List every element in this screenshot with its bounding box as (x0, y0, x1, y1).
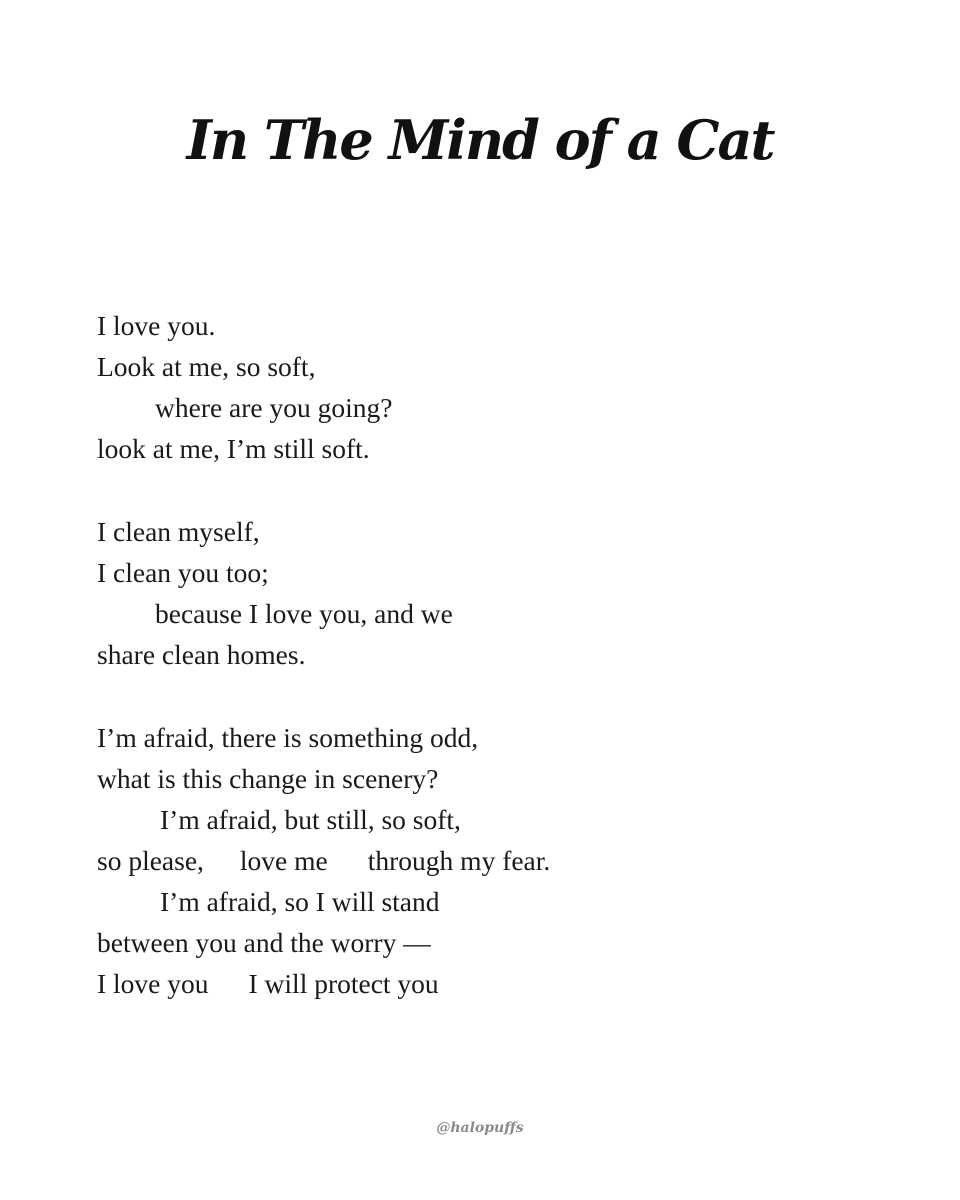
poem-line: look at me, I’m still soft. (97, 433, 370, 464)
poem-line-indented: I’m afraid, so I will stand (160, 886, 440, 917)
poem-fragment: so please, (97, 845, 204, 876)
poem-line-spaced (97, 840, 857, 881)
poem-line: I love you. (97, 310, 216, 341)
stanza-2 (97, 511, 857, 675)
poem-line: I clean you too; (97, 557, 269, 588)
poem-title: In The Mind of a Cat (186, 108, 774, 172)
poem-line: what is this change in scenery? (97, 763, 439, 794)
poem-fragment: through my fear. (367, 845, 551, 876)
poem-line: Look at me, so soft, (97, 351, 316, 382)
stanza-1 (97, 305, 857, 469)
poem-line: between you and the worry — (97, 927, 431, 958)
poem-line-indented: where are you going? (155, 392, 393, 423)
stanza-3 (97, 717, 857, 1004)
poem-body (97, 305, 857, 1046)
author-handle: @halopuffs (436, 1120, 524, 1136)
poem-fragment: love me (239, 845, 328, 876)
poem-line-indented: I’m afraid, but still, so soft, (160, 804, 461, 835)
poem-fragment: I will protect you (248, 968, 439, 999)
poem-fragment: I love you (97, 968, 209, 999)
poem-line: I clean myself, (97, 516, 260, 547)
poem-line-spaced (97, 963, 857, 1004)
poem-line: share clean homes. (97, 639, 306, 670)
poem-line-indented: because I love you, and we (155, 598, 453, 629)
poem-line: I’m afraid, there is something odd, (97, 722, 479, 753)
